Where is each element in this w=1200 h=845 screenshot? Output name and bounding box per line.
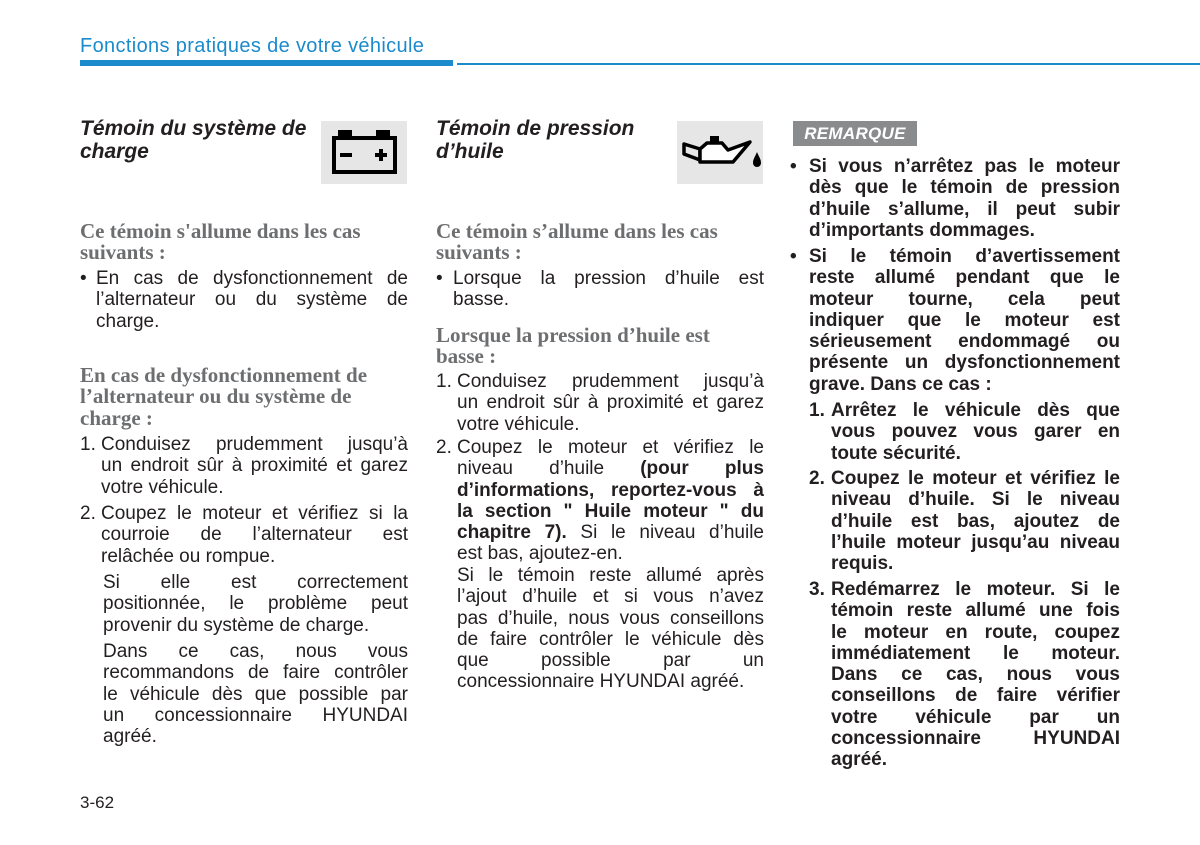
charge-step-1	[80, 434, 408, 498]
text-line: immédiatement le moteur.	[831, 642, 1120, 664]
battery-warning-icon	[321, 121, 407, 184]
text-line: l’alternateur ou du système de	[96, 289, 408, 311]
oil-note	[457, 565, 764, 693]
text-line: conseillons de faire vérifier	[831, 685, 1120, 707]
text-line: l’huile moteur jusqu’au niveau	[831, 531, 1120, 553]
text-line: Coupez le moteur et vérifiez le	[457, 437, 764, 458]
text-line: charge :	[80, 405, 153, 430]
text-line	[457, 522, 764, 543]
text-line: votre véhicule par un	[831, 706, 1120, 728]
text-line: l’ajout d’huile et si vous n’avez	[457, 586, 764, 608]
section-header-title: Fonctions pratiques de votre véhicule	[80, 35, 425, 57]
step-text	[101, 503, 408, 567]
charge-procedure-heading	[80, 365, 408, 429]
text-line: indiquer que le moteur est	[809, 309, 1120, 331]
remarque-bullet-2	[790, 246, 1120, 395]
text-line: présente un dysfonctionnement	[809, 352, 1120, 374]
text-line: Témoin de pression	[436, 116, 635, 140]
remarque-step-3	[809, 579, 1120, 771]
charge-intro-heading	[80, 221, 408, 264]
text-line: En cas de dysfonctionnement de	[96, 268, 408, 289]
header-rule	[457, 63, 1200, 65]
bullet-marker: •	[790, 156, 797, 177]
text-line: concessionnaire HYUNDAI	[831, 728, 1120, 750]
text-line: grave. Dans ce cas :	[809, 373, 992, 395]
text-line: Arrêtez le véhicule dès que	[831, 400, 1120, 421]
text-line: recommandons de faire contrôler	[103, 662, 408, 684]
text-line: l’alternateur ou du système de	[80, 384, 352, 409]
text-segment: niveau d’huile	[457, 458, 641, 480]
bold-text-segment: d’informations, reportez-vous à	[457, 479, 764, 501]
text-line: agréé.	[831, 749, 887, 771]
text-line: témoin reste allumé une fois	[831, 600, 1120, 622]
step-number: 2.	[809, 468, 825, 489]
step-number: 1.	[809, 400, 825, 421]
text-line	[457, 458, 764, 479]
remarque-badge: REMARQUE	[793, 121, 917, 146]
text-line: d’huile s’allume, il peut subir	[809, 198, 1120, 220]
text-line: Redémarrez le moteur. Si le	[831, 579, 1120, 600]
step-number: 1.	[436, 371, 452, 392]
charge-bullet	[80, 268, 408, 332]
remarque-bullet-1	[790, 156, 1120, 241]
text-line: Si vous n’arrêtez pas le moteur	[809, 156, 1120, 177]
bullet-marker: •	[80, 268, 87, 289]
bold-text-segment: la section " Huile moteur " du	[457, 500, 764, 522]
oil-bullet	[436, 268, 764, 311]
bullet-marker: •	[790, 246, 797, 267]
text-line: Ce témoin s'allume dans les cas	[80, 219, 361, 243]
text-line: concessionnaire HYUNDAI agréé.	[457, 671, 745, 693]
oil-pressure-title	[436, 117, 676, 163]
text-line: toute sécurité.	[831, 442, 961, 464]
text-line: agréé.	[103, 726, 157, 748]
text-line: le véhicule dès que possible par	[103, 683, 408, 705]
page-number: 3-62	[80, 793, 115, 812]
text-line: Ce témoin s’allume dans les cas	[436, 219, 718, 243]
step-number: 3.	[809, 579, 825, 600]
text-line: votre véhicule.	[457, 413, 580, 435]
step-text	[831, 400, 1120, 464]
text-line: relâchée ou rompue.	[101, 545, 276, 567]
bullet-marker: •	[436, 268, 443, 289]
text-line: Dans ce cas, nous vous	[831, 664, 1120, 686]
step-text	[457, 371, 764, 435]
charge-note-1	[103, 572, 408, 636]
text-line: niveau d’huile. Si le niveau	[831, 489, 1120, 511]
text-line: charge.	[96, 310, 160, 332]
text-line: requis.	[831, 553, 894, 575]
text-line: reste allumé pendant que le	[809, 267, 1120, 289]
header-rule-accent	[80, 60, 453, 66]
text-line: moteur tourne, cela peut	[809, 288, 1120, 310]
text-line: En cas de dysfonctionnement de	[80, 363, 368, 387]
text-line: Si le témoin d’avertissement	[809, 246, 1120, 267]
text-line	[457, 501, 764, 522]
text-line: d’huile est bas, ajoutez de	[831, 510, 1120, 532]
oil-procedure-heading	[436, 325, 764, 368]
bullet-text	[96, 268, 408, 332]
text-line: sérieusement endommagé ou	[809, 331, 1120, 353]
text-line: Si elle est correctement	[103, 572, 408, 593]
text-line: suivants :	[80, 240, 166, 265]
text-line: Dans ce cas, nous vous	[103, 641, 408, 662]
text-line: Témoin du système de	[80, 116, 307, 140]
text-line: d’importants dommages.	[809, 219, 1035, 241]
step-number: 2.	[80, 503, 96, 524]
text-line: Coupez le moteur et vérifiez le	[831, 468, 1120, 489]
text-line: charge	[80, 139, 149, 163]
text-line: provenir du système de charge.	[103, 614, 370, 636]
text-line: un concessionnaire HYUNDAI	[103, 704, 408, 726]
text-line	[457, 480, 764, 501]
text-line: positionnée, le problème peut	[103, 593, 408, 615]
bullet-text	[809, 156, 1120, 241]
text-line: courroie de l’alternateur est	[101, 524, 408, 546]
text-line: basse.	[453, 289, 509, 311]
text-line: un endroit sûr à proximité et garez	[457, 392, 764, 414]
text-line: est bas, ajoutez-en.	[457, 543, 623, 565]
text-line: suivants :	[436, 240, 522, 265]
oil-pressure-warning-icon	[677, 121, 763, 184]
text-line: un endroit sûr à proximité et garez	[101, 455, 408, 477]
text-line: Conduisez prudemment jusqu’à	[101, 434, 408, 455]
text-line: Conduisez prudemment jusqu’à	[457, 371, 764, 392]
step-text	[831, 468, 1120, 574]
text-line: Lorsque la pression d’huile est	[436, 323, 710, 347]
text-line: vous pouvez vous garer en	[831, 421, 1120, 443]
text-line: d’huile	[436, 139, 504, 163]
step-number: 2.	[436, 437, 452, 458]
bullet-text	[453, 268, 764, 311]
text-line: Coupez le moteur et vérifiez si la	[101, 503, 408, 524]
charge-step-2	[80, 503, 408, 567]
step-text	[101, 434, 408, 498]
oil-step-2	[436, 437, 764, 565]
oil-step-1	[436, 371, 764, 435]
bold-text-segment: (pour plus	[640, 458, 764, 480]
charge-warning-title	[80, 117, 320, 163]
bold-text-segment: chapitre 7).	[457, 522, 567, 544]
text-line: de faire contrôler le véhicule dès	[457, 628, 764, 650]
charge-note-2	[103, 641, 408, 747]
text-segment: Si le niveau d’huile	[566, 522, 764, 544]
step-text	[831, 579, 1120, 771]
step-text	[457, 437, 764, 565]
text-line: dès que le témoin de pression	[809, 177, 1120, 199]
remarque-step-2	[809, 468, 1120, 575]
bullet-text	[809, 246, 1120, 395]
text-line: Si le témoin reste allumé après	[457, 565, 764, 586]
text-line: le moteur en route, coupez	[831, 621, 1120, 643]
step-number: 1.	[80, 434, 96, 455]
text-line: basse :	[436, 344, 497, 369]
remarque-step-1	[809, 400, 1120, 464]
text-line: que possible par un	[457, 650, 764, 672]
text-line: pas d’huile, nous vous conseillons	[457, 607, 764, 629]
oil-intro-heading	[436, 221, 764, 264]
text-line: Lorsque la pression d’huile est	[453, 268, 764, 289]
text-line: votre véhicule.	[101, 476, 224, 498]
